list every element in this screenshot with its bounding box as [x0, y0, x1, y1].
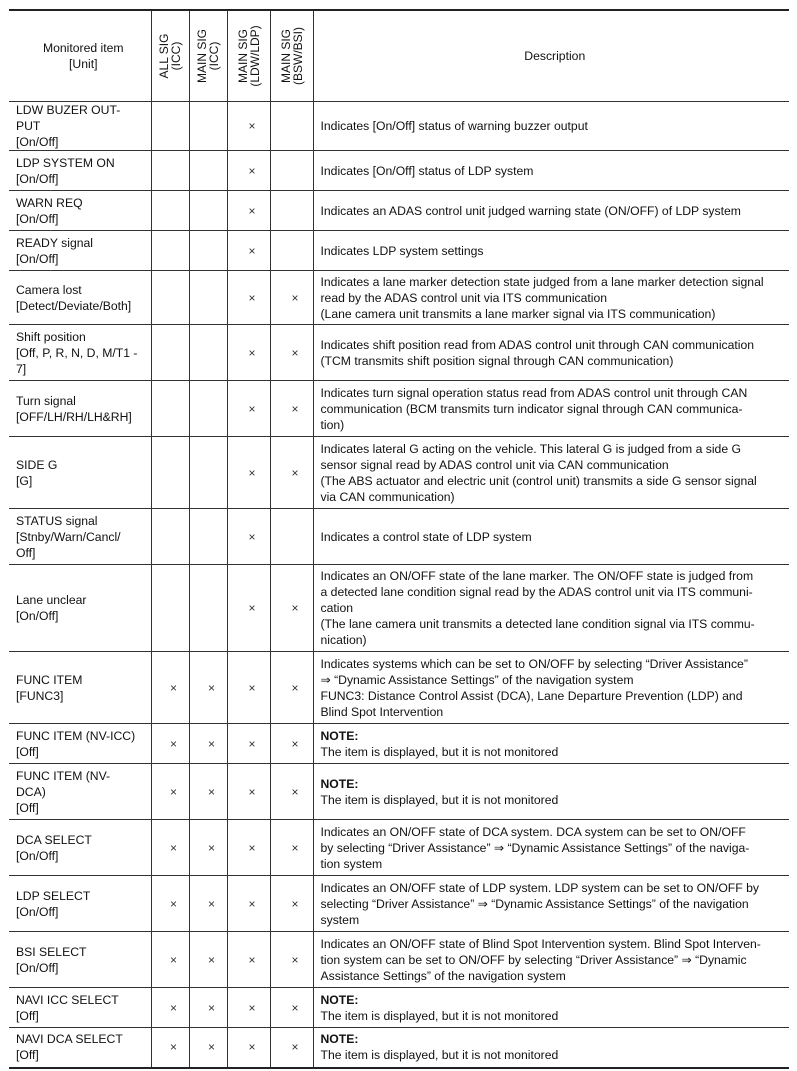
description-line: Indicates an ON/OFF state of Blind Spot Intervention system. Blind Spot Interven- [320, 936, 761, 951]
signal-mark-cell: × [227, 932, 270, 988]
monitored-item-line: [FUNC3] [16, 688, 64, 703]
description-line: by selecting “Driver Assistance” ⇒ “Dynamic Assistance Settings” of the naviga- [320, 840, 750, 855]
signal-mark-cell: × [227, 191, 270, 231]
header-col3-line1: MAIN SIG [235, 29, 250, 84]
monitored-item-line: [G] [16, 473, 33, 488]
monitored-item-line: [On/Off] [16, 609, 59, 623]
monitored-item-line: LDP SYSTEM ON [16, 155, 115, 170]
signal-mark-cell: × [270, 820, 313, 876]
header-col3-line2: (LDW/LDP) [247, 25, 262, 87]
monitored-item-line: [Off] [16, 744, 39, 759]
monitored-items-table [9, 9, 789, 1069]
monitored-item-cell [9, 191, 151, 231]
signal-mark-cell: × [227, 565, 270, 652]
signal-mark-cell [270, 151, 313, 191]
monitored-item-cell [9, 102, 151, 151]
description-line: The item is displayed, but it is not monitored [320, 1048, 559, 1063]
description-cell [313, 932, 789, 988]
signal-mark-cell [151, 102, 189, 151]
monitored-item-cell [9, 381, 151, 437]
monitored-item-line: [Off] [16, 1048, 39, 1063]
signal-mark-cell: × [227, 437, 270, 509]
monitored-item-line: DCA) [16, 784, 46, 799]
description-cell [313, 325, 789, 381]
monitored-item-cell [9, 437, 151, 509]
signal-mark-cell: × [151, 652, 189, 724]
signal-mark-cell: × [270, 988, 313, 1028]
header-col1-line2: (ICC) [169, 41, 183, 71]
monitored-item-line: [Off] [16, 800, 39, 815]
signal-mark-cell [189, 231, 227, 271]
signal-mark-cell [270, 231, 313, 271]
signal-mark-cell [189, 191, 227, 231]
signal-mark-cell: × [270, 1028, 313, 1068]
table-row [9, 381, 789, 437]
description-line: FUNC3: Distance Control Assist (DCA), Lane Departure Prevention (LDP) and [320, 688, 743, 703]
table-row [9, 876, 789, 932]
signal-mark-cell [189, 325, 227, 381]
table-row [9, 437, 789, 509]
monitored-item-cell [9, 820, 151, 876]
header-col2-line1: MAIN SIG [195, 28, 209, 84]
monitored-item-line: BSI SELECT [16, 944, 87, 959]
signal-mark-cell: × [189, 820, 227, 876]
monitored-item-line: Camera lost [16, 282, 82, 297]
description-cell [313, 271, 789, 325]
signal-mark-cell: × [189, 932, 227, 988]
monitored-item-cell [9, 876, 151, 932]
monitored-item-cell [9, 988, 151, 1028]
description-line: tion) [320, 417, 345, 432]
table-row [9, 724, 789, 764]
signal-mark-cell [189, 102, 227, 151]
signal-mark-cell: × [270, 876, 313, 932]
note-label: NOTE: [320, 1032, 359, 1047]
description-line: ⇒ “Dynamic Assistance Settings” of the navigation system [320, 672, 634, 687]
description-line: Indicates shift position read from ADAS control unit through CAN communication [320, 337, 755, 352]
monitored-item-line: [Stnby/Warn/Cancl/ [16, 529, 121, 544]
header-main-sig-ldw-ldp [227, 10, 270, 102]
table-row [9, 932, 789, 988]
table-row [9, 151, 789, 191]
description-line: Indicates an ON/OFF state of DCA system. DCA system can be set to ON/OFF [320, 824, 746, 839]
signal-mark-cell: × [189, 876, 227, 932]
description-line: Indicates a control state of LDP system [320, 529, 532, 544]
monitored-item-line: PUT [16, 119, 41, 133]
monitored-item-line: SIDE G [16, 457, 58, 472]
description-line: Assistance Settings” of the navigation system [320, 968, 566, 983]
description-line: Indicates an ON/OFF state of the lane marker. The ON/OFF state is judged from [320, 569, 754, 583]
description-line: tion system can be set to ON/OFF by selecting “Driver Assistance” ⇒ “Dynamic [320, 952, 747, 967]
monitored-item-line: [OFF/LH/RH/LH&RH] [16, 409, 132, 424]
description-line: nication) [320, 633, 367, 647]
description-line: sensor signal read by ADAS control unit via CAN communication [320, 457, 669, 472]
header-col2-line2: (ICC) [207, 41, 221, 71]
table-row [9, 231, 789, 271]
monitored-item-line: STATUS signal [16, 513, 98, 528]
description-line: a detected lane condition signal read by the ADAS control unit via ITS communi- [320, 585, 753, 599]
monitored-item-line: READY signal [16, 235, 93, 250]
signal-mark-cell: × [227, 151, 270, 191]
monitored-item-line: LDW BUZER OUT- [16, 103, 121, 117]
monitored-item-cell [9, 932, 151, 988]
signal-mark-cell: × [270, 271, 313, 325]
monitored-item-line: Turn signal [16, 393, 76, 408]
description-line: (The ABS actuator and electric unit (control unit) transmits a side G sensor signal [320, 473, 757, 488]
monitored-item-line: [On/Off] [16, 960, 59, 975]
description-line: The item is displayed, but it is not monitored [320, 744, 559, 759]
signal-mark-cell: × [189, 724, 227, 764]
description-cell [313, 652, 789, 724]
table-row [9, 102, 789, 151]
description-line: selecting “Driver Assistance” ⇒ “Dynamic Assistance Settings” of the navigation [320, 896, 749, 911]
monitored-item-cell [9, 325, 151, 381]
table-row [9, 325, 789, 381]
description-cell [313, 151, 789, 191]
signal-mark-cell: × [227, 876, 270, 932]
signal-mark-cell: × [227, 271, 270, 325]
table-row [9, 509, 789, 565]
header-col1-line1: ALL SIG [157, 33, 171, 79]
description-cell [313, 988, 789, 1028]
monitored-item-line: [On/Off] [16, 211, 59, 226]
signal-mark-cell [151, 509, 189, 565]
monitored-item-line: [Detect/Deviate/Both] [16, 298, 132, 313]
description-cell [313, 509, 789, 565]
description-line: Indicates LDP system settings [320, 243, 484, 258]
signal-mark-cell: × [151, 876, 189, 932]
description-cell [313, 102, 789, 151]
monitored-item-line: NAVI ICC SELECT [16, 992, 119, 1007]
description-line: (Lane camera unit transmits a lane marker signal via ITS communication) [320, 306, 716, 321]
monitored-item-line: [On/Off] [16, 171, 59, 186]
header-unit-label: [Unit] [69, 57, 98, 71]
signal-mark-cell: × [189, 764, 227, 820]
description-line: Indicates a lane marker detection state judged from a lane marker detection signal [320, 274, 764, 289]
signal-mark-cell: × [227, 820, 270, 876]
signal-mark-cell: × [151, 932, 189, 988]
monitored-item-cell [9, 1028, 151, 1068]
signal-mark-cell: × [270, 325, 313, 381]
monitored-item-line: 7] [16, 361, 27, 376]
signal-mark-cell: × [189, 988, 227, 1028]
description-line: Indicates lateral G acting on the vehicle. This lateral G is judged from a side G [320, 441, 741, 456]
signal-mark-cell: × [270, 724, 313, 764]
description-line: Indicates turn signal operation status read from ADAS control unit through CAN [320, 385, 748, 400]
signal-mark-cell: × [270, 932, 313, 988]
monitored-item-cell [9, 652, 151, 724]
table-row [9, 764, 789, 820]
header-main-sig-bsw-bsi [270, 10, 313, 102]
signal-mark-cell [151, 151, 189, 191]
signal-mark-cell [189, 381, 227, 437]
description-line: system [320, 912, 360, 927]
table-row [9, 191, 789, 231]
monitored-item-cell [9, 565, 151, 652]
header-main-sig-icc [189, 10, 227, 102]
signal-mark-cell: × [227, 325, 270, 381]
monitored-item-line: [Off] [16, 1008, 39, 1023]
description-line: (TCM transmits shift position signal through CAN communication) [320, 353, 674, 368]
description-line: The item is displayed, but it is not monitored [320, 792, 559, 807]
signal-mark-cell [151, 271, 189, 325]
monitored-item-line: FUNC ITEM (NV-ICC) [16, 728, 136, 743]
table-row [9, 565, 789, 652]
signal-mark-cell: × [270, 764, 313, 820]
monitored-item-cell [9, 151, 151, 191]
description-cell [313, 231, 789, 271]
description-line: read by the ADAS control unit via ITS communication [320, 290, 608, 305]
signal-mark-cell: × [189, 1028, 227, 1068]
monitored-item-line: [On/Off] [16, 251, 59, 266]
signal-mark-cell: × [227, 509, 270, 565]
signal-mark-cell [189, 271, 227, 325]
monitored-item-line: [On/Off] [16, 135, 59, 149]
signal-mark-cell [189, 565, 227, 652]
description-cell [313, 437, 789, 509]
description-line: Indicates an ADAS control unit judged warning state (ON/OFF) of LDP system [320, 203, 741, 218]
header-description: Description [313, 10, 789, 102]
description-line: Indicates systems which can be set to ON/OFF by selecting “Driver Assistance” [320, 656, 748, 671]
table-row [9, 1028, 789, 1068]
monitored-item-line: Shift position [16, 329, 86, 344]
signal-mark-cell [270, 102, 313, 151]
monitored-item-cell [9, 764, 151, 820]
note-label: NOTE: [320, 728, 359, 743]
signal-mark-cell: × [227, 724, 270, 764]
monitored-item-line: FUNC ITEM (NV- [16, 768, 111, 783]
signal-mark-cell: × [270, 565, 313, 652]
header-item-label: Monitored item [42, 41, 124, 55]
description-cell [313, 381, 789, 437]
signal-mark-cell: × [151, 988, 189, 1028]
monitored-item-line: DCA SELECT [16, 832, 92, 847]
signal-mark-cell [270, 191, 313, 231]
description-line: Indicates [On/Off] status of LDP system [320, 163, 534, 178]
description-line: Indicates an ON/OFF state of LDP system. LDP system can be set to ON/OFF by [320, 880, 759, 895]
signal-mark-cell [151, 381, 189, 437]
monitored-item-line: WARN REQ [16, 195, 83, 210]
header-monitored-item [9, 10, 151, 102]
description-cell [313, 820, 789, 876]
signal-mark-cell: × [151, 764, 189, 820]
description-line: communication (BCM transmits turn indicator signal through CAN communica- [320, 401, 743, 416]
description-line: via CAN communication) [320, 489, 455, 504]
signal-mark-cell [151, 325, 189, 381]
signal-mark-cell: × [270, 437, 313, 509]
signal-mark-cell: × [227, 988, 270, 1028]
description-cell [313, 724, 789, 764]
signal-mark-cell: × [227, 764, 270, 820]
table-row [9, 652, 789, 724]
signal-mark-cell: × [227, 652, 270, 724]
description-cell [313, 1028, 789, 1068]
monitored-item-line: Lane unclear [16, 593, 87, 607]
signal-mark-cell [189, 151, 227, 191]
header-col4-line1: MAIN SIG [278, 28, 293, 84]
monitored-item-line: [Off, P, R, N, D, M/T1 - [16, 345, 138, 360]
description-line: (The lane camera unit transmits a detected lane condition signal via ITS commu- [320, 617, 755, 631]
signal-mark-cell [189, 509, 227, 565]
signal-mark-cell: × [189, 652, 227, 724]
signal-mark-cell: × [151, 820, 189, 876]
monitored-item-cell [9, 271, 151, 325]
signal-mark-cell [151, 437, 189, 509]
description-cell [313, 876, 789, 932]
signal-mark-cell: × [227, 1028, 270, 1068]
signal-mark-cell: × [227, 231, 270, 271]
note-label: NOTE: [320, 776, 359, 791]
table-row [9, 820, 789, 876]
description-line: The item is displayed, but it is not monitored [320, 1008, 559, 1023]
monitored-item-line: [On/Off] [16, 848, 59, 863]
monitored-item-line: FUNC ITEM [16, 672, 83, 687]
table-row [9, 988, 789, 1028]
table-header-row [9, 10, 789, 102]
description-line: tion system [320, 856, 383, 871]
table-row [9, 271, 789, 325]
monitored-item-cell [9, 724, 151, 764]
signal-mark-cell [151, 191, 189, 231]
description-line: Indicates [On/Off] status of warning buzzer output [320, 119, 588, 133]
signal-mark-cell [189, 437, 227, 509]
signal-mark-cell [151, 565, 189, 652]
signal-mark-cell: × [151, 1028, 189, 1068]
monitored-item-cell [9, 509, 151, 565]
signal-mark-cell: × [227, 102, 270, 151]
header-all-sig-icc [151, 10, 189, 102]
monitored-item-line: Off] [16, 545, 36, 560]
monitored-item-cell [9, 231, 151, 271]
monitored-item-line: NAVI DCA SELECT [16, 1032, 123, 1047]
monitored-item-line: LDP SELECT [16, 888, 91, 903]
description-line: Blind Spot Intervention [320, 704, 444, 719]
description-cell [313, 764, 789, 820]
monitored-item-line: [On/Off] [16, 904, 59, 919]
signal-mark-cell: × [270, 652, 313, 724]
header-col4-line2: (BSW/BSI) [290, 26, 305, 86]
signal-mark-cell: × [270, 381, 313, 437]
note-label: NOTE: [320, 992, 359, 1007]
description-cell [313, 565, 789, 652]
description-cell [313, 191, 789, 231]
signal-mark-cell [270, 509, 313, 565]
description-line: cation [320, 601, 354, 615]
signal-mark-cell: × [227, 381, 270, 437]
signal-mark-cell [151, 231, 189, 271]
signal-mark-cell: × [151, 724, 189, 764]
